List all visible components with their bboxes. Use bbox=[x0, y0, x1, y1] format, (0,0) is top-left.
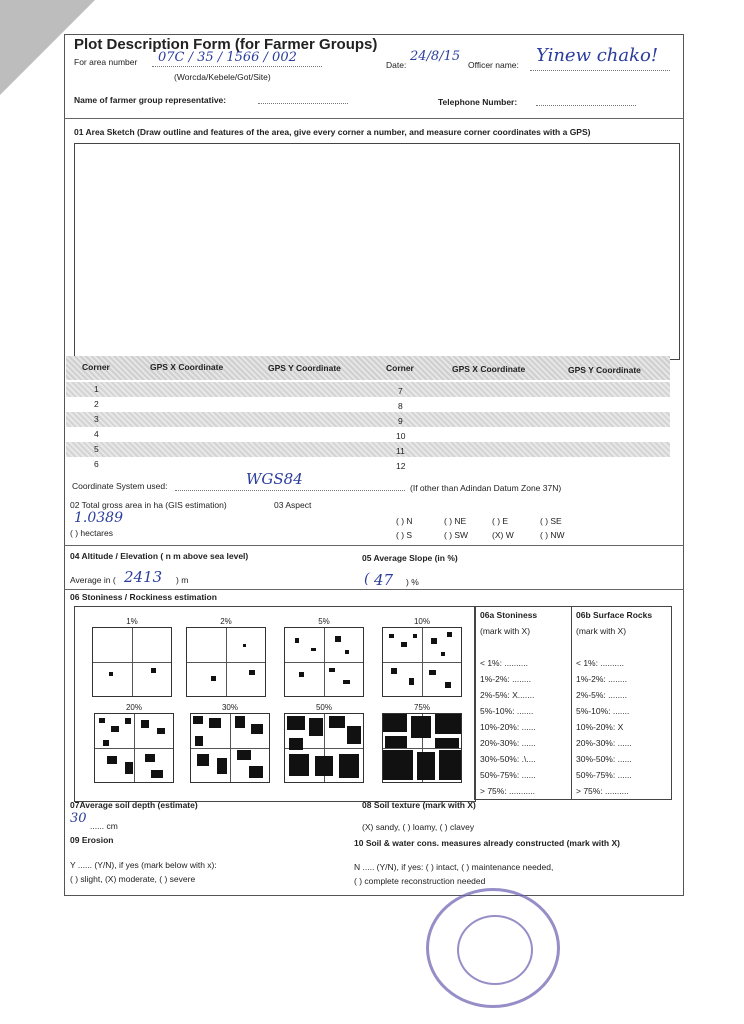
stoniness-grid-50pct bbox=[284, 713, 364, 783]
corner-number: 12 bbox=[396, 461, 406, 471]
corner-number: 4 bbox=[94, 429, 99, 439]
gps-header-y-2: GPS Y Coordinate bbox=[568, 365, 641, 375]
surface-rocks-option-selected[interactable]: 10%-20%: X bbox=[576, 722, 624, 732]
gps-header-corner: Corner bbox=[82, 362, 110, 372]
stoniness-grid-20pct bbox=[94, 713, 174, 783]
aspect-label: 03 Aspect bbox=[274, 500, 312, 510]
stoniness-percent-label: 1% bbox=[126, 617, 138, 626]
surface-rocks-option[interactable]: 5%-10%: ....... bbox=[576, 706, 630, 716]
stoniness-option[interactable]: 1%-2%: ........ bbox=[480, 674, 532, 684]
aspect-option[interactable]: ( ) N bbox=[396, 516, 413, 526]
surface-rocks-col-sub: (mark with X) bbox=[576, 626, 627, 636]
stoniness-percent-label: 5% bbox=[318, 617, 330, 626]
area-number-label: For area number bbox=[74, 57, 138, 67]
stoniness-grid-1pct bbox=[92, 627, 172, 697]
aspect-option[interactable]: ( ) NW bbox=[540, 530, 565, 540]
corner-number: 8 bbox=[398, 401, 403, 411]
stoniness-option[interactable]: 50%-75%: ...... bbox=[480, 770, 536, 780]
erosion-severity-options[interactable]: ( ) slight, (X) moderate, ( ) severe bbox=[70, 874, 196, 884]
surface-rocks-col-title: 06b Surface Rocks bbox=[576, 610, 653, 620]
corner-number: 7 bbox=[398, 386, 403, 396]
corner-number: 1 bbox=[94, 384, 99, 394]
corner-number: 6 bbox=[94, 459, 99, 469]
soil-texture-options[interactable]: (X) sandy, ( ) loamy, ( ) clavey bbox=[362, 822, 475, 832]
stoniness-percent-label: 20% bbox=[125, 703, 142, 712]
swc-yes-no[interactable]: N ..... (Y/N), if yes: ( ) intact, ( ) maintenance needed, bbox=[354, 862, 554, 872]
gps-row[interactable] bbox=[66, 397, 670, 412]
aspect-option[interactable]: ( ) E bbox=[492, 516, 509, 526]
stoniness-option[interactable]: 30%-50%: .\.... bbox=[480, 754, 536, 764]
gps-header-x-2: GPS X Coordinate bbox=[452, 364, 526, 374]
stoniness-grid-30pct bbox=[190, 713, 270, 783]
altitude-value: 2413 bbox=[124, 568, 163, 586]
stoniness-grid-75pct bbox=[382, 713, 462, 783]
surface-rocks-option[interactable]: > 75%: .......... bbox=[576, 786, 629, 796]
erosion-yes-no[interactable]: Y ...... (Y/N), if yes (mark below with x): bbox=[70, 860, 217, 870]
stoniness-percent-label: 10% bbox=[413, 617, 430, 626]
surface-rocks-option[interactable]: 20%-30%: ...... bbox=[576, 738, 632, 748]
aspect-option[interactable]: ( ) NE bbox=[444, 516, 467, 526]
stoniness-option[interactable]: 10%-20%: ...... bbox=[480, 722, 536, 732]
soil-depth-value: 30 bbox=[70, 811, 87, 826]
stoniness-percent-label: 2% bbox=[220, 617, 232, 626]
altitude-label: 04 Altitude / Elevation ( n m above sea level) bbox=[70, 551, 249, 561]
gps-header-corner-2: Corner bbox=[386, 363, 414, 373]
stoniness-grid-2pct bbox=[186, 627, 266, 697]
gps-row[interactable] bbox=[66, 457, 670, 472]
swc-reconstruction-option[interactable]: ( ) complete reconstruction needed bbox=[354, 876, 486, 886]
surface-rocks-option[interactable]: 2%-5%: ........ bbox=[576, 690, 628, 700]
soil-texture-label: 08 Soil texture (mark with X) bbox=[362, 800, 476, 810]
form-title: Plot Description Form (for Farmer Groups) bbox=[74, 36, 378, 53]
area-sketch-box[interactable] bbox=[74, 143, 680, 360]
gps-row[interactable] bbox=[66, 412, 670, 427]
slope-unit: ) % bbox=[406, 577, 419, 587]
erosion-label: 09 Erosion bbox=[70, 835, 114, 845]
stoniness-option[interactable]: 5%-10%: ....... bbox=[480, 706, 534, 716]
stoniness-option-selected[interactable]: 2%-5%: X....... bbox=[480, 690, 535, 700]
slope-value: 47 bbox=[374, 571, 394, 589]
hectares-option[interactable]: ( ) hectares bbox=[70, 528, 113, 538]
area-number-sublabel: (Worcda/Kebele/Got/Site) bbox=[174, 72, 271, 82]
surface-rocks-option[interactable]: 50%-75%: ...... bbox=[576, 770, 632, 780]
corner-number: 11 bbox=[396, 446, 405, 456]
area-number-value: 07C / 35 / 1566 / 002 bbox=[158, 50, 297, 65]
gps-header-x: GPS X Coordinate bbox=[150, 362, 224, 372]
stoniness-option[interactable]: < 1%: .......... bbox=[480, 658, 528, 668]
gps-row[interactable] bbox=[66, 442, 670, 457]
gps-coordinate-table bbox=[66, 356, 670, 472]
stoniness-col-title: 06a Stoniness bbox=[480, 610, 538, 620]
gross-area-value: 1.0389 bbox=[74, 510, 123, 526]
stoniness-option[interactable]: > 75%: ........... bbox=[480, 786, 536, 796]
corner-number: 5 bbox=[94, 444, 99, 454]
stoniness-label: 06 Stoniness / Rockiness estimation bbox=[70, 592, 217, 602]
representative-label: Name of farmer group representative: bbox=[74, 95, 227, 105]
stoniness-percent-label: 50% bbox=[315, 703, 332, 712]
surface-rocks-option[interactable]: 1%-2%: ........ bbox=[576, 674, 628, 684]
gross-area-label: 02 Total gross area in ha (GIS estimation) bbox=[70, 500, 227, 510]
stoniness-option[interactable]: 20%-30%: ...... bbox=[480, 738, 536, 748]
sketch-label: 01 Area Sketch (Draw outline and features of the area, give every corner a number, and measure corner coordinates with a GPS) bbox=[74, 127, 591, 137]
date-label: Date: bbox=[386, 60, 407, 70]
slope-open-paren: ( bbox=[364, 571, 370, 587]
official-stamp-seal bbox=[426, 888, 560, 1008]
gps-row[interactable] bbox=[66, 427, 670, 442]
officer-value: Yinew chako! bbox=[536, 45, 659, 66]
swc-label: 10 Soil & water cons. measures already constructed (mark with X) bbox=[354, 838, 620, 848]
surface-rocks-option[interactable]: 30%-50%: ...... bbox=[576, 754, 632, 764]
corner-number: 10 bbox=[396, 431, 406, 441]
gps-row[interactable] bbox=[66, 382, 670, 397]
aspect-option[interactable]: ( ) SW bbox=[444, 530, 469, 540]
aspect-option[interactable]: ( ) SE bbox=[540, 516, 562, 526]
stoniness-percent-label: 30% bbox=[221, 703, 238, 712]
corner-number: 9 bbox=[398, 416, 403, 426]
soil-depth-unit: ...... cm bbox=[90, 821, 118, 831]
date-value: 24/8/15 bbox=[410, 49, 461, 64]
soil-depth-label: 07Average soil depth (estimate) bbox=[70, 800, 198, 810]
coordinate-system-note: (If other than Adindan Datum Zone 37N) bbox=[410, 483, 562, 493]
aspect-option-selected[interactable]: (X) W bbox=[492, 530, 514, 540]
stoniness-col-sub: (mark with X) bbox=[480, 626, 531, 636]
corner-number: 2 bbox=[94, 399, 99, 409]
corner-number: 3 bbox=[94, 414, 99, 424]
altitude-prefix: Average in ( bbox=[70, 575, 116, 585]
stoniness-grid-5pct bbox=[284, 627, 364, 697]
aspect-option[interactable]: ( ) S bbox=[396, 530, 413, 540]
surface-rocks-option[interactable]: < 1%: .......... bbox=[576, 658, 624, 668]
slope-label: 05 Average Slope (in %) bbox=[362, 553, 458, 563]
gps-header-y: GPS Y Coordinate bbox=[268, 363, 341, 373]
officer-label: Officer name: bbox=[468, 60, 519, 70]
stoniness-grid-10pct bbox=[382, 627, 462, 697]
coordinate-system-value: WGS84 bbox=[246, 470, 303, 488]
telephone-label: Telephone Number: bbox=[438, 97, 518, 107]
stoniness-percent-label: 75% bbox=[413, 703, 430, 712]
coordinate-system-label: Coordinate System used: bbox=[72, 481, 168, 491]
altitude-suffix: ) m bbox=[176, 575, 189, 585]
